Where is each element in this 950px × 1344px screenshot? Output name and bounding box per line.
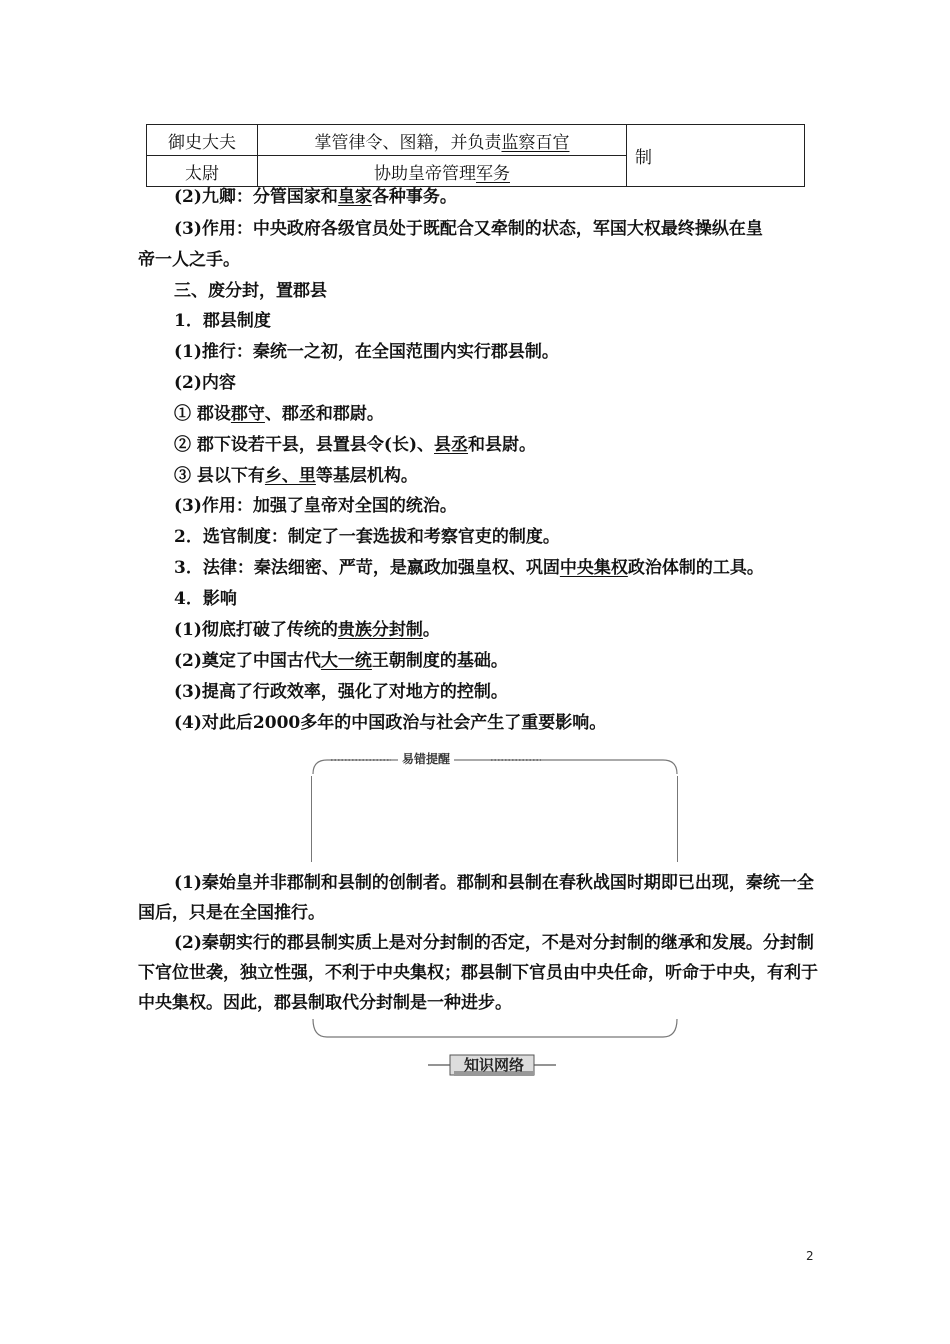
text-line: (1)推行：秦统一之初，在全国范围内实行郡县制。 — [174, 342, 559, 362]
jiuqing-line: (2)九卿：分管国家和皇家各种事务。 — [174, 187, 457, 207]
page-number: 2 — [806, 1249, 814, 1263]
zuoyong-line-cont: 帝一人之手。 — [138, 250, 240, 270]
text-line: (3)作用：加强了皇帝对全国的统治。 — [174, 496, 457, 516]
tip-paragraph: (1)秦始皇并非郡制和县制的创制者。郡制和县制在春秋战国时期即已出现，秦统一全国后，只是在全国推行。 — [138, 873, 814, 923]
list-item: (3)提高了行政效率，强化了对地方的控制。 — [174, 682, 508, 702]
table-row — [147, 125, 805, 156]
text-line: 2．选官制度：制定了一套选拔和考察官吏的制度。 — [174, 527, 560, 547]
subheading: 4．影响 — [174, 589, 237, 609]
list-item: (4)对此后2000多年的中国政治与社会产生了重要影响。 — [174, 713, 607, 733]
tip-label: 易错提醒 — [398, 750, 454, 767]
list-item: (1)彻底打破了传统的贵族分封制。 — [174, 620, 440, 640]
subheading: 1．郡县制度 — [174, 311, 271, 331]
list-item: ① 郡设郡守、郡丞和郡尉。 — [174, 404, 384, 424]
list-item: ② 郡下设若干县，县置县令(长)、县丞和县尉。 — [174, 435, 537, 455]
text-line: (2)内容 — [174, 373, 236, 393]
official-duty: 掌管律令、图籍，并负责监察百官 — [258, 125, 627, 156]
zuoyong-line: (3)作用：中央政府各级官员处于既配合又牵制的状态，军国大权最终操纵在皇 — [174, 219, 763, 239]
tip-frame-top — [311, 758, 679, 776]
official-title: 御史大夫 — [147, 125, 258, 156]
tip-frame-left — [311, 776, 312, 862]
officials-table — [146, 124, 805, 187]
tip-frame-bottom — [311, 1017, 679, 1041]
knowledge-network-title: 知识网络 — [463, 1056, 524, 1074]
official-duty: 协助皇帝管理军务 — [258, 156, 627, 187]
text-line: 3．法律：秦法细密、严苛，是嬴政加强皇权、巩固中央集权政治体制的工具。 — [174, 558, 764, 578]
tip-frame-right — [677, 776, 678, 862]
system-cell: 制 — [627, 125, 805, 187]
section-heading: 三、废分封，置郡县 — [174, 281, 327, 301]
list-item: ③ 县以下有乡、里等基层机构。 — [174, 466, 418, 486]
tip-paragraph: (2)秦朝实行的郡县制实质上是对分封制的否定，不是对分封制的继承和发展。分封制下官位世袭，独立性强，不利于中央集权；郡县制下官员由中央任命，听命于中央，有利于中央集权。因此，郡县制取代分封制是一种进步。 — [138, 933, 818, 1013]
list-item: (2)奠定了中国古代大一统王朝制度的基础。 — [174, 651, 508, 671]
official-title: 太尉 — [147, 156, 258, 187]
